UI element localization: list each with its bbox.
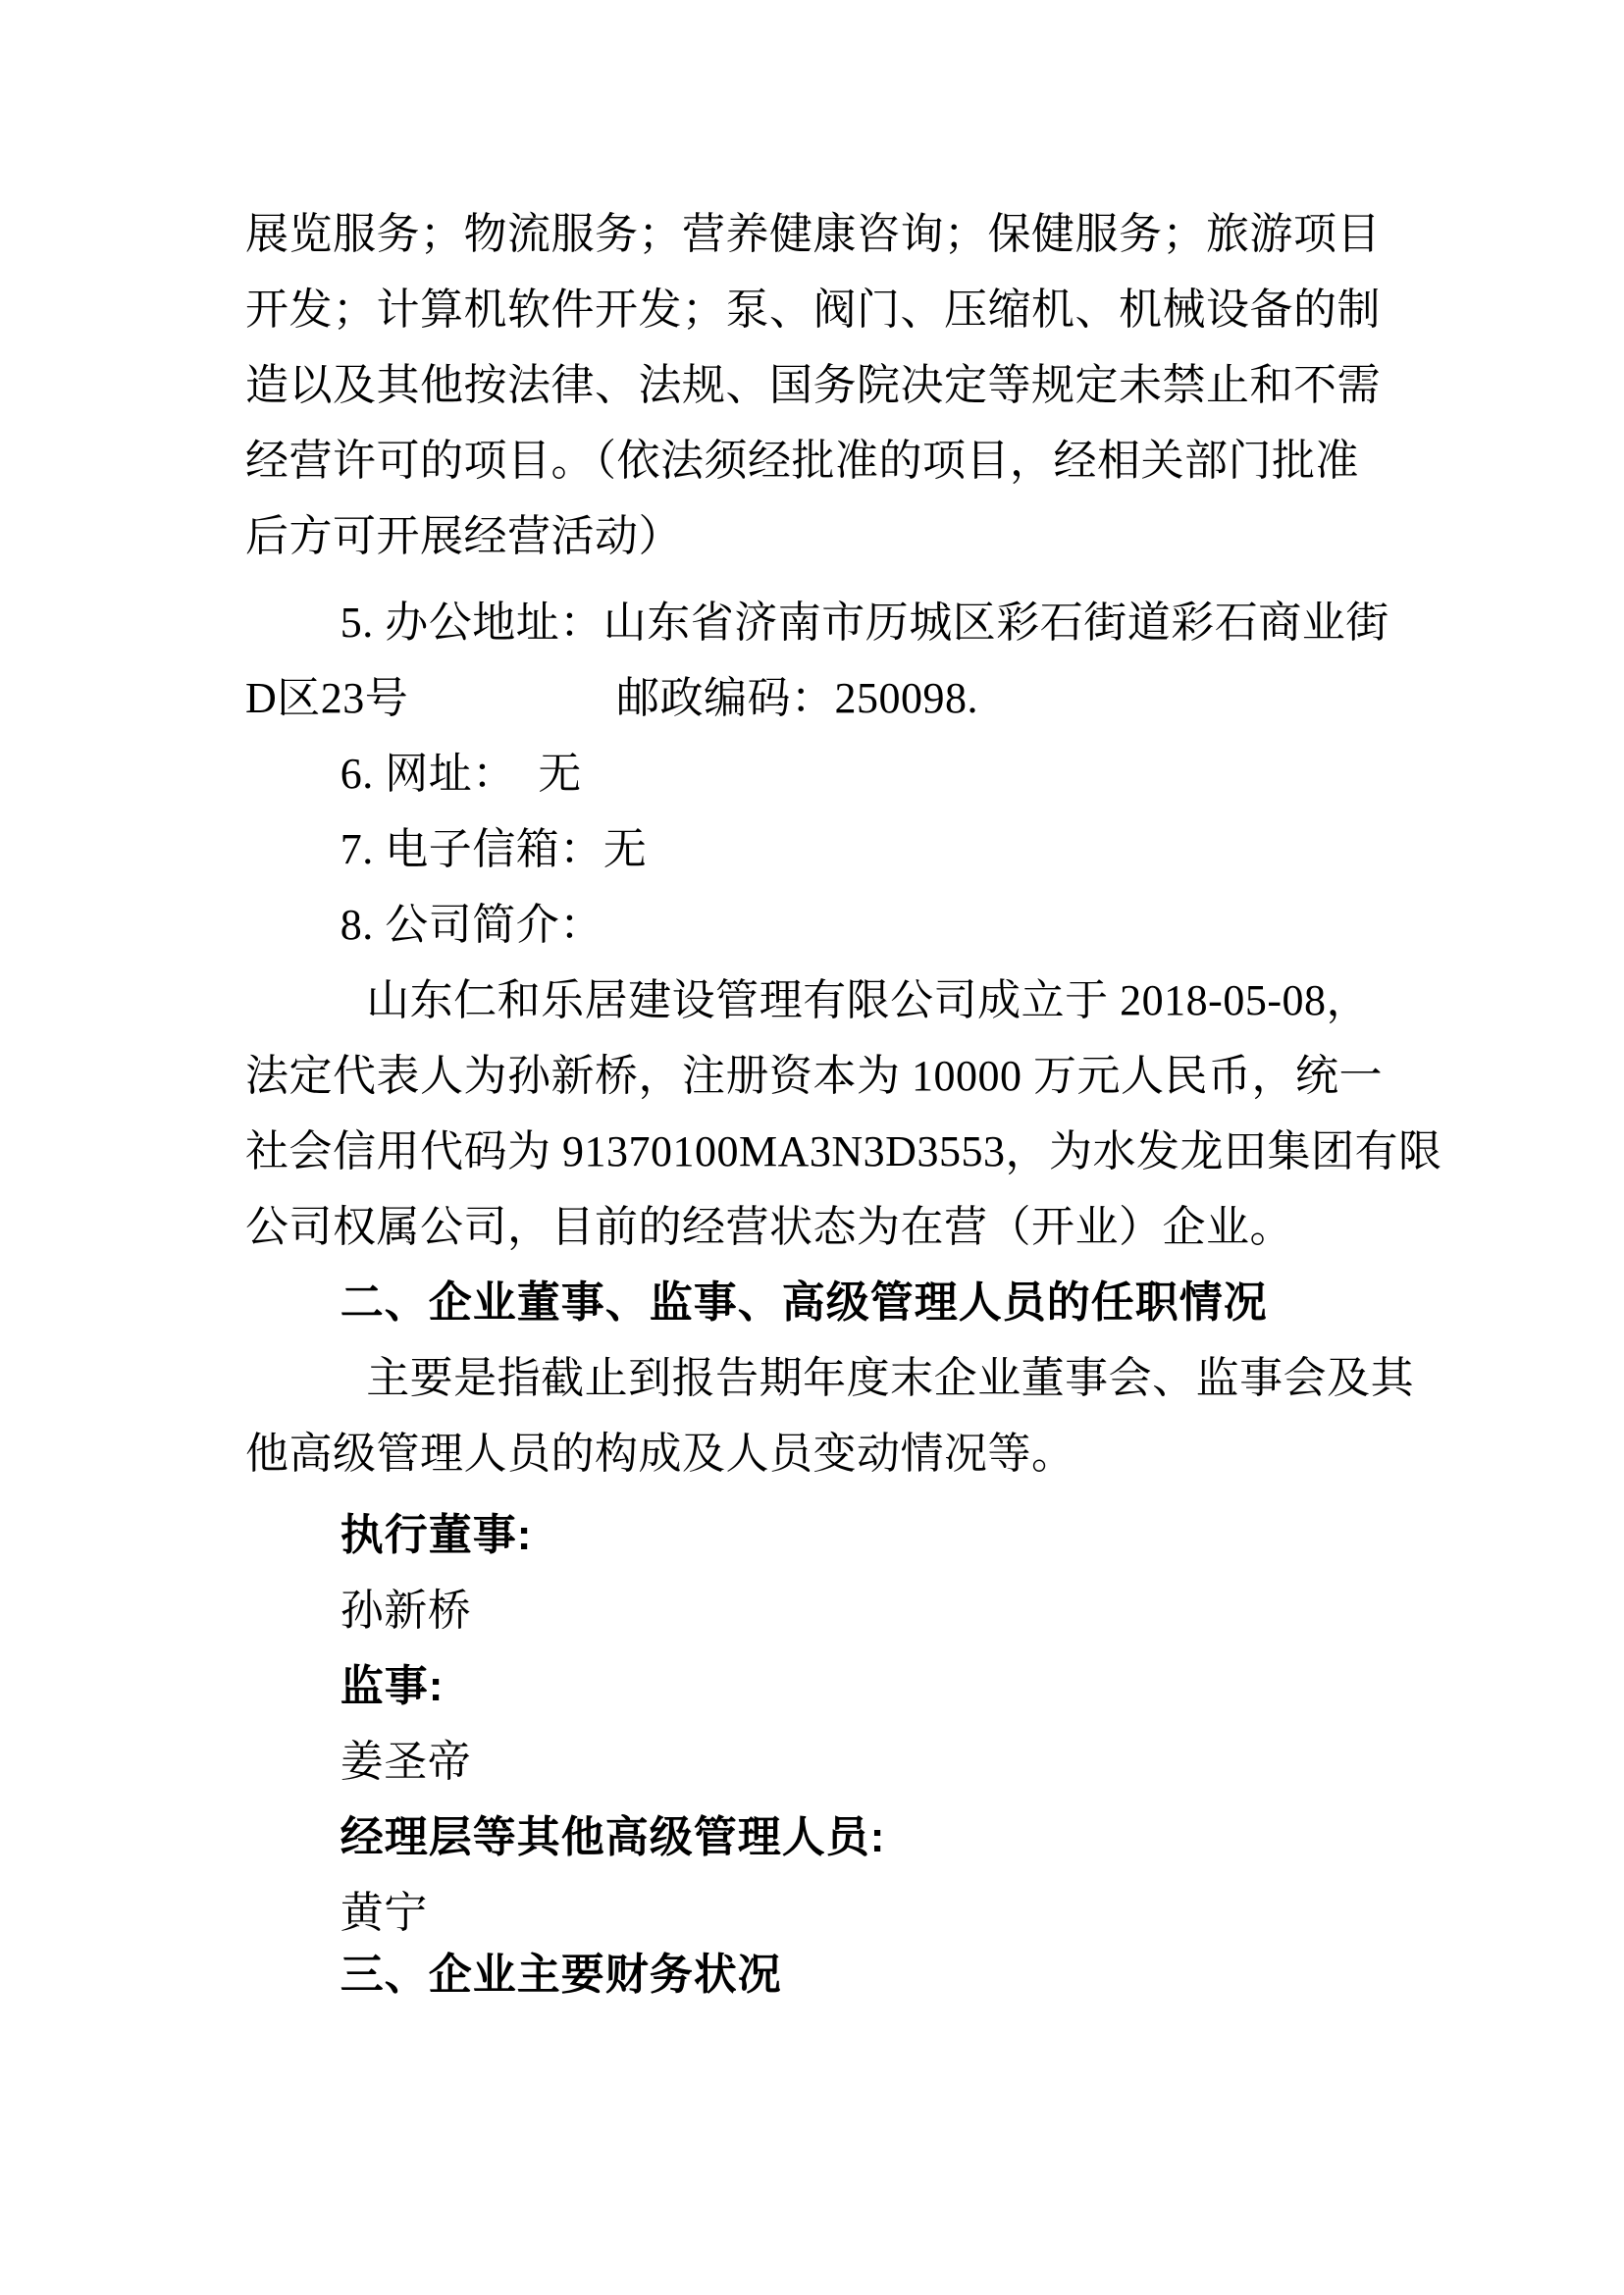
business-scope-line: 开发；计算机软件开发；泵、阀门、压缩机、机械设备的制 (245, 286, 1381, 334)
company-intro-line: 公司权属公司，目前的经营状态为在营（开业）企业。 (245, 1203, 1293, 1251)
section-body-line: 他高级管理人员的构成及人员变动情况等。 (245, 1430, 1075, 1478)
postal-code: 邮政编码：250098. (616, 674, 978, 722)
business-scope-line: 后方可开展经营活动） (245, 512, 682, 560)
business-scope-line: 经营许可的项目。（依法须经批准的项目，经相关部门批准 (245, 437, 1359, 485)
company-intro-line: 法定代表人为孙新桥，注册资本为 10000 万元人民币，统一 (245, 1052, 1383, 1100)
website-line: 6. 网址： 无 (340, 750, 582, 798)
address-postal-line (245, 660, 1403, 736)
company-intro-line: 社会信用代码为 91370100MA3N3D3553，为水发龙田集团有限 (245, 1127, 1442, 1175)
business-scope-line: 造以及其他按法律、法规、国务院决定等规定未禁止和不需 (245, 361, 1381, 409)
section-body-line: 主要是指截止到报告期年度末企业董事会、监事会及其 (366, 1354, 1415, 1402)
supervisor-name: 姜圣帝 (340, 1738, 472, 1786)
address-line2: D区23号 (245, 674, 409, 722)
document-text-block (245, 196, 1442, 2012)
supervisor-label: 监事: (340, 1662, 445, 1710)
company-intro-label: 8. 公司简介： (340, 901, 603, 949)
senior-managers-label: 经理层等其他高级管理人员: (340, 1813, 886, 1861)
section-heading-directors: 二、企业董事、监事、高级管理人员的任职情况 (340, 1278, 1268, 1327)
executive-director-label: 执行董事: (340, 1511, 533, 1559)
executive-director-name: 孙新桥 (340, 1587, 472, 1635)
office-address-line: 5. 办公地址：山东省济南市历城区彩石街道彩石商业街 (340, 599, 1389, 647)
section-heading-finance: 三、企业主要财务状况 (340, 1951, 782, 1999)
business-scope-line: 展览服务；物流服务；营养健康咨询；保健服务；旅游项目 (245, 210, 1381, 258)
email-line: 7. 电子信箱：无 (340, 825, 648, 873)
company-intro-line: 山东仁和乐居建设管理有限公司成立于 2018-05-08， (366, 976, 1370, 1024)
senior-manager-name: 黄宁 (340, 1889, 428, 1937)
